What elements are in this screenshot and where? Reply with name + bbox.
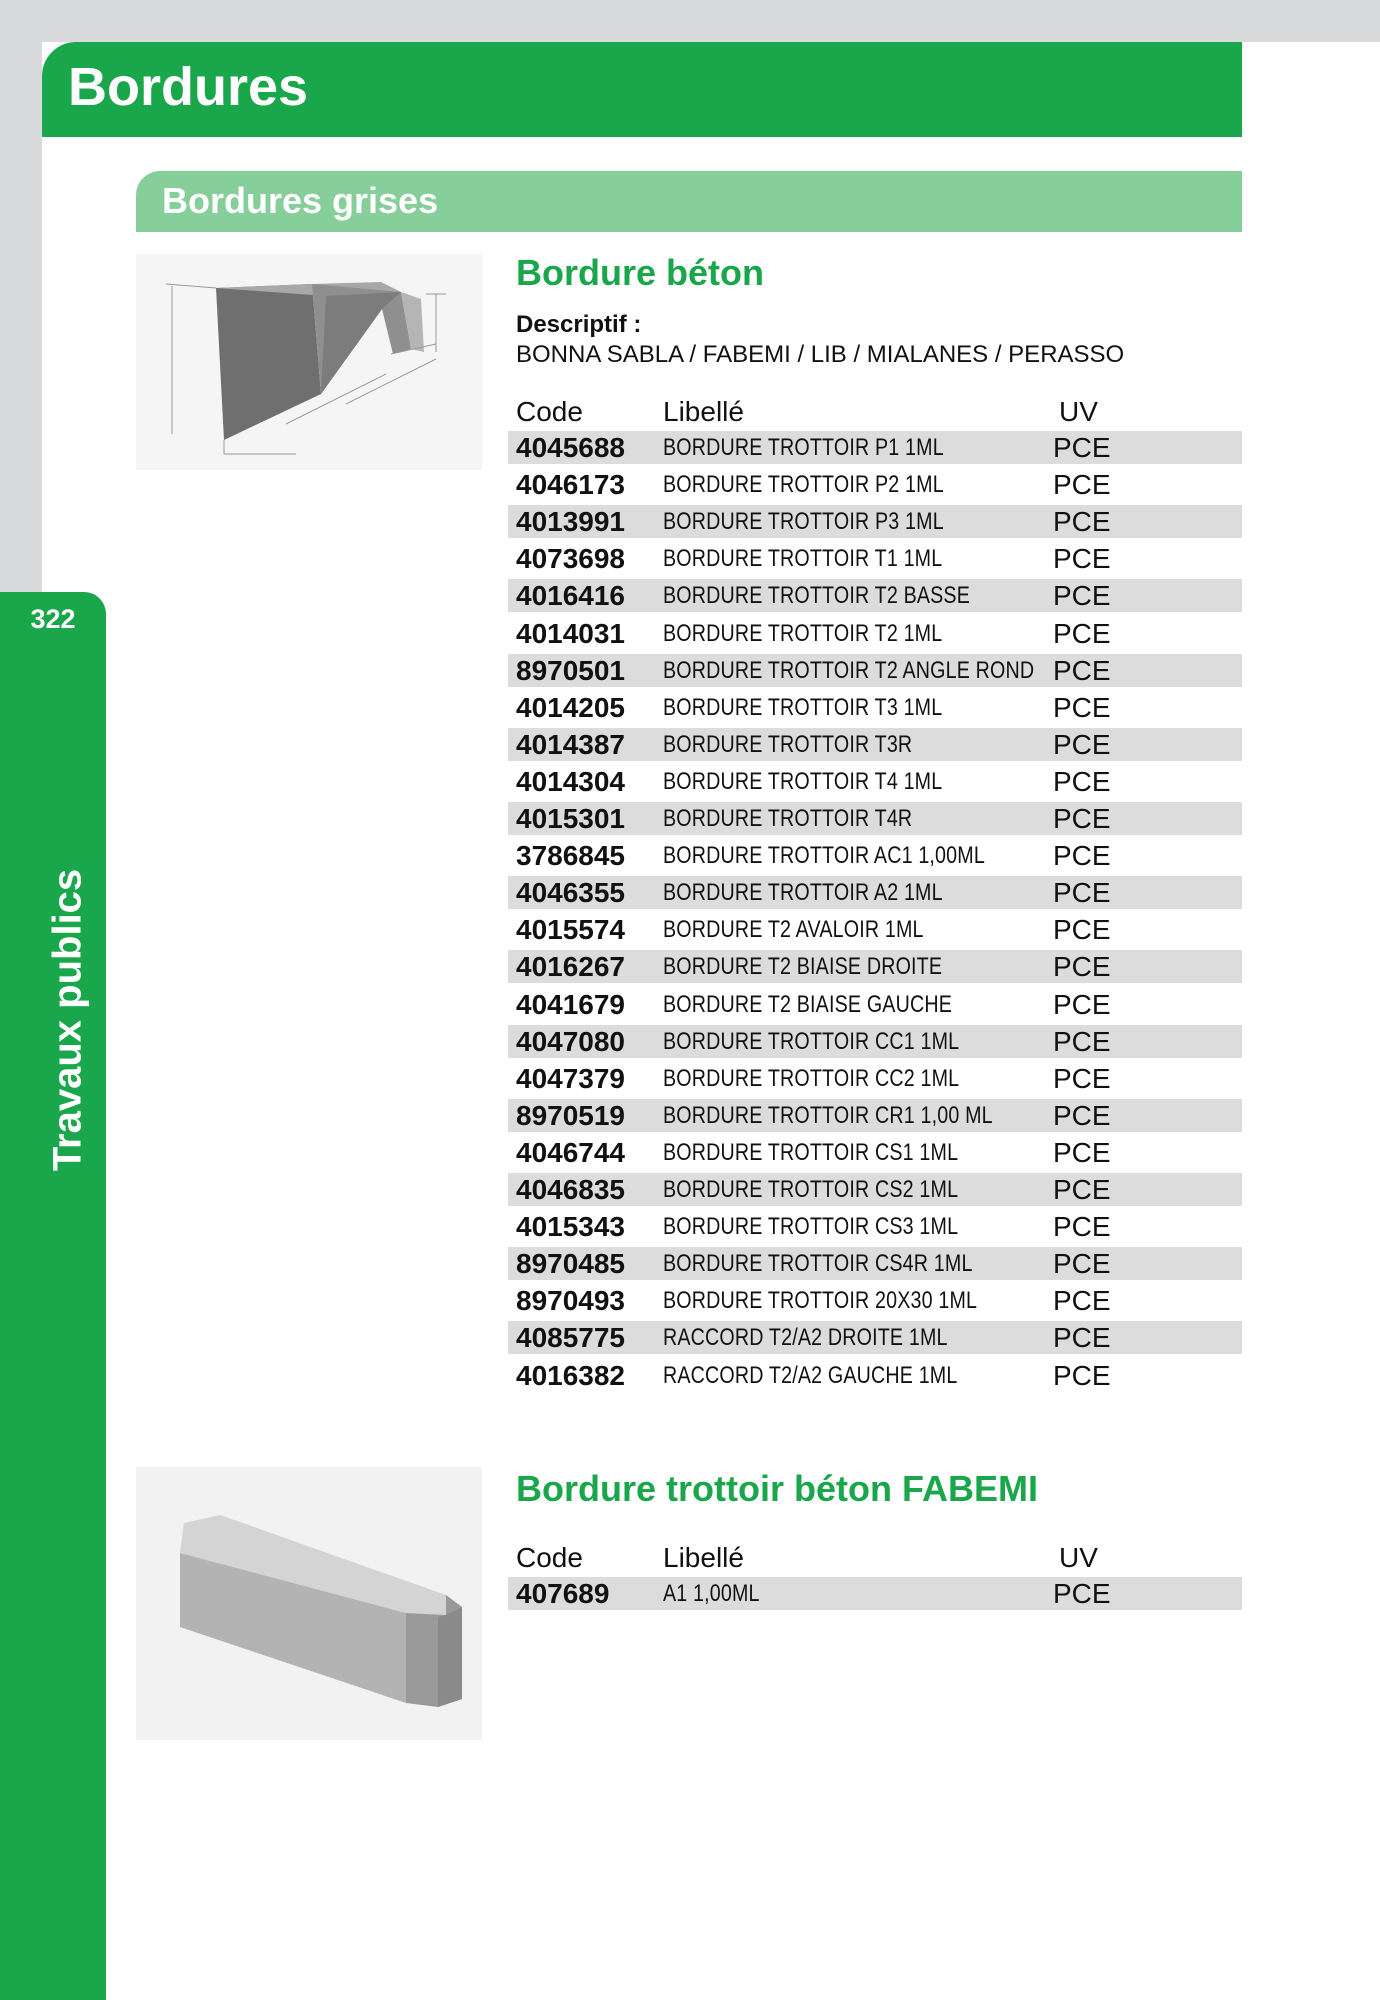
page-number: 322 — [30, 604, 76, 634]
curb-photo — [136, 1467, 482, 1740]
table-row — [508, 1099, 1242, 1132]
row-code: 4014304 — [516, 765, 626, 797]
table-row — [508, 1284, 1242, 1317]
row-code: 4016416 — [516, 580, 626, 612]
table-row — [508, 802, 1242, 835]
row-uv: PCE — [1053, 877, 1111, 909]
table-row — [508, 765, 1242, 798]
header-uv: UV — [1059, 396, 1098, 427]
table-row — [508, 468, 1242, 501]
row-uv: PCE — [1053, 691, 1111, 723]
table-row — [508, 617, 1242, 650]
side-tab — [0, 592, 106, 2000]
row-code: 8970501 — [516, 654, 626, 686]
row-libelle: RACCORD T2/A2 DROITE 1ML — [663, 1324, 948, 1352]
table-row — [508, 1025, 1242, 1058]
left-margin — [0, 0, 42, 600]
table-row — [508, 1210, 1242, 1243]
table-row — [508, 1136, 1242, 1169]
table-row — [508, 876, 1242, 909]
row-code: 4014205 — [516, 691, 626, 723]
table-row — [508, 1359, 1242, 1392]
row-code: 4016267 — [516, 951, 626, 983]
page-title: Bordures — [68, 57, 309, 117]
row-uv: PCE — [1053, 506, 1111, 538]
table-row — [508, 579, 1242, 612]
row-uv: PCE — [1053, 840, 1111, 872]
row-code: 4047080 — [516, 1025, 626, 1057]
row-libelle: BORDURE TROTTOIR CS1 1ML — [663, 1138, 959, 1166]
row-libelle: BORDURE TROTTOIR T2 BASSE — [663, 582, 971, 610]
row-libelle: BORDURE TROTTOIR P1 1ML — [663, 434, 944, 461]
header-libelle: Libellé — [663, 396, 744, 427]
row-libelle: BORDURE TROTTOIR AC1 1,00ML — [663, 842, 985, 870]
row-uv: PCE — [1053, 914, 1111, 946]
row-libelle: BORDURE TROTTOIR CC2 1ML — [663, 1064, 960, 1092]
row-libelle: BORDURE TROTTOIR CR1 1,00 ML — [663, 1101, 993, 1129]
row-libelle: BORDURE TROTTOIR T4R — [663, 805, 913, 832]
row-code: 407689 — [516, 1578, 610, 1609]
row-code: 4016382 — [516, 1359, 626, 1391]
row-code: 4015301 — [516, 803, 626, 834]
table-row — [508, 1321, 1242, 1354]
header-code: Code — [516, 396, 583, 427]
row-code: 8970493 — [516, 1285, 626, 1317]
row-code: 8970485 — [516, 1248, 626, 1280]
row-libelle: A1 1,00ML — [663, 1580, 760, 1607]
row-libelle: BORDURE TROTTOIR CS4R 1ML — [663, 1250, 973, 1278]
row-code: 3786845 — [516, 840, 626, 872]
row-code: 4046744 — [516, 1136, 626, 1168]
header-uv-2: UV — [1059, 1542, 1098, 1573]
row-uv: PCE — [1053, 1062, 1111, 1094]
table-row — [508, 1173, 1242, 1206]
row-code: 4085775 — [516, 1322, 626, 1354]
table-row — [508, 1247, 1242, 1280]
row-uv: PCE — [1053, 988, 1111, 1020]
table-row — [508, 950, 1242, 983]
row-uv: PCE — [1053, 1359, 1111, 1391]
row-code: 4047379 — [516, 1062, 626, 1094]
page-subtitle: Bordures grises — [162, 180, 439, 221]
table-row — [508, 1577, 1242, 1610]
row-libelle: BORDURE TROTTOIR P3 1ML — [663, 508, 944, 536]
row-uv: PCE — [1053, 1174, 1111, 1205]
table-row — [508, 691, 1242, 724]
row-libelle: BORDURE TROTTOIR CS3 1ML — [663, 1213, 959, 1241]
table-row — [508, 913, 1242, 946]
row-code: 4041679 — [516, 988, 626, 1020]
row-uv: PCE — [1053, 654, 1111, 686]
row-uv: PCE — [1053, 1099, 1111, 1131]
header-libelle-2: Libellé — [663, 1542, 744, 1573]
header-code-2: Code — [516, 1542, 583, 1573]
section-title-bordure-beton: Bordure béton — [516, 252, 764, 293]
row-libelle: BORDURE TROTTOIR T2 ANGLE ROND — [663, 656, 1035, 684]
row-code: 4014387 — [516, 728, 626, 760]
table-row — [508, 728, 1242, 761]
product-image-bordure-beton — [136, 254, 482, 470]
row-uv: PCE — [1053, 1322, 1111, 1354]
table-row — [508, 988, 1242, 1021]
descriptif-value: BONNA SABLA / FABEMI / LIB / MIALANES / PERASSO — [516, 341, 1125, 368]
table-row — [508, 542, 1242, 575]
table-row — [508, 1062, 1242, 1095]
curb-drawing — [136, 254, 482, 470]
row-libelle: BORDURE TROTTOIR CS2 1ML — [663, 1176, 959, 1203]
row-libelle: BORDURE T2 BIAISE DROITE — [663, 953, 943, 981]
top-margin — [0, 0, 1380, 42]
row-libelle: BORDURE TROTTOIR T2 1ML — [663, 619, 943, 647]
row-code: 4046835 — [516, 1174, 626, 1205]
row-uv: PCE — [1053, 1025, 1111, 1057]
side-category-label: Travaux publics — [45, 868, 90, 1172]
row-uv: PCE — [1053, 951, 1111, 983]
row-uv: PCE — [1053, 1578, 1111, 1609]
row-code: 4073698 — [516, 543, 626, 575]
row-libelle: BORDURE TROTTOIR T3R — [663, 730, 913, 758]
row-uv: PCE — [1053, 580, 1111, 612]
row-uv: PCE — [1053, 1248, 1111, 1280]
row-uv: PCE — [1053, 1285, 1111, 1317]
table-row — [508, 431, 1242, 464]
row-uv: PCE — [1053, 728, 1111, 760]
row-code: 8970519 — [516, 1099, 626, 1131]
row-code: 4015343 — [516, 1211, 626, 1243]
row-libelle: BORDURE TROTTOIR T1 1ML — [663, 545, 943, 573]
row-libelle: BORDURE TROTTOIR CC1 1ML — [663, 1027, 960, 1055]
row-code: 4014031 — [516, 617, 626, 649]
row-uv: PCE — [1053, 617, 1111, 649]
row-libelle: BORDURE T2 AVALOIR 1ML — [663, 916, 924, 944]
row-uv: PCE — [1053, 1136, 1111, 1168]
table-row — [508, 505, 1242, 538]
row-libelle: BORDURE TROTTOIR T4 1ML — [663, 767, 943, 795]
title-bar — [42, 42, 1242, 137]
row-uv: PCE — [1053, 543, 1111, 575]
product-image-fabemi — [136, 1467, 482, 1740]
descriptif-label: Descriptif : — [516, 311, 642, 338]
row-code: 4015574 — [516, 914, 626, 946]
row-libelle: BORDURE TROTTOIR 20X30 1ML — [663, 1287, 978, 1315]
row-code: 4046355 — [516, 877, 626, 909]
row-uv: PCE — [1053, 432, 1111, 463]
section-title-fabemi: Bordure trottoir béton FABEMI — [516, 1468, 1038, 1509]
row-libelle: BORDURE T2 BIAISE GAUCHE — [663, 990, 952, 1018]
row-code: 4046173 — [516, 469, 626, 501]
row-libelle: RACCORD T2/A2 GAUCHE 1ML — [663, 1361, 958, 1389]
row-uv: PCE — [1053, 469, 1111, 501]
row-libelle: BORDURE TROTTOIR P2 1ML — [663, 471, 944, 499]
row-code: 4045688 — [516, 432, 626, 463]
table-row — [508, 654, 1242, 687]
row-libelle: BORDURE TROTTOIR A2 1ML — [663, 879, 943, 907]
table-row — [508, 839, 1242, 872]
row-code: 4013991 — [516, 506, 626, 538]
subtitle-bar — [136, 171, 1242, 232]
row-uv: PCE — [1053, 765, 1111, 797]
row-uv: PCE — [1053, 1211, 1111, 1243]
row-libelle: BORDURE TROTTOIR T3 1ML — [663, 693, 943, 721]
row-uv: PCE — [1053, 803, 1111, 834]
